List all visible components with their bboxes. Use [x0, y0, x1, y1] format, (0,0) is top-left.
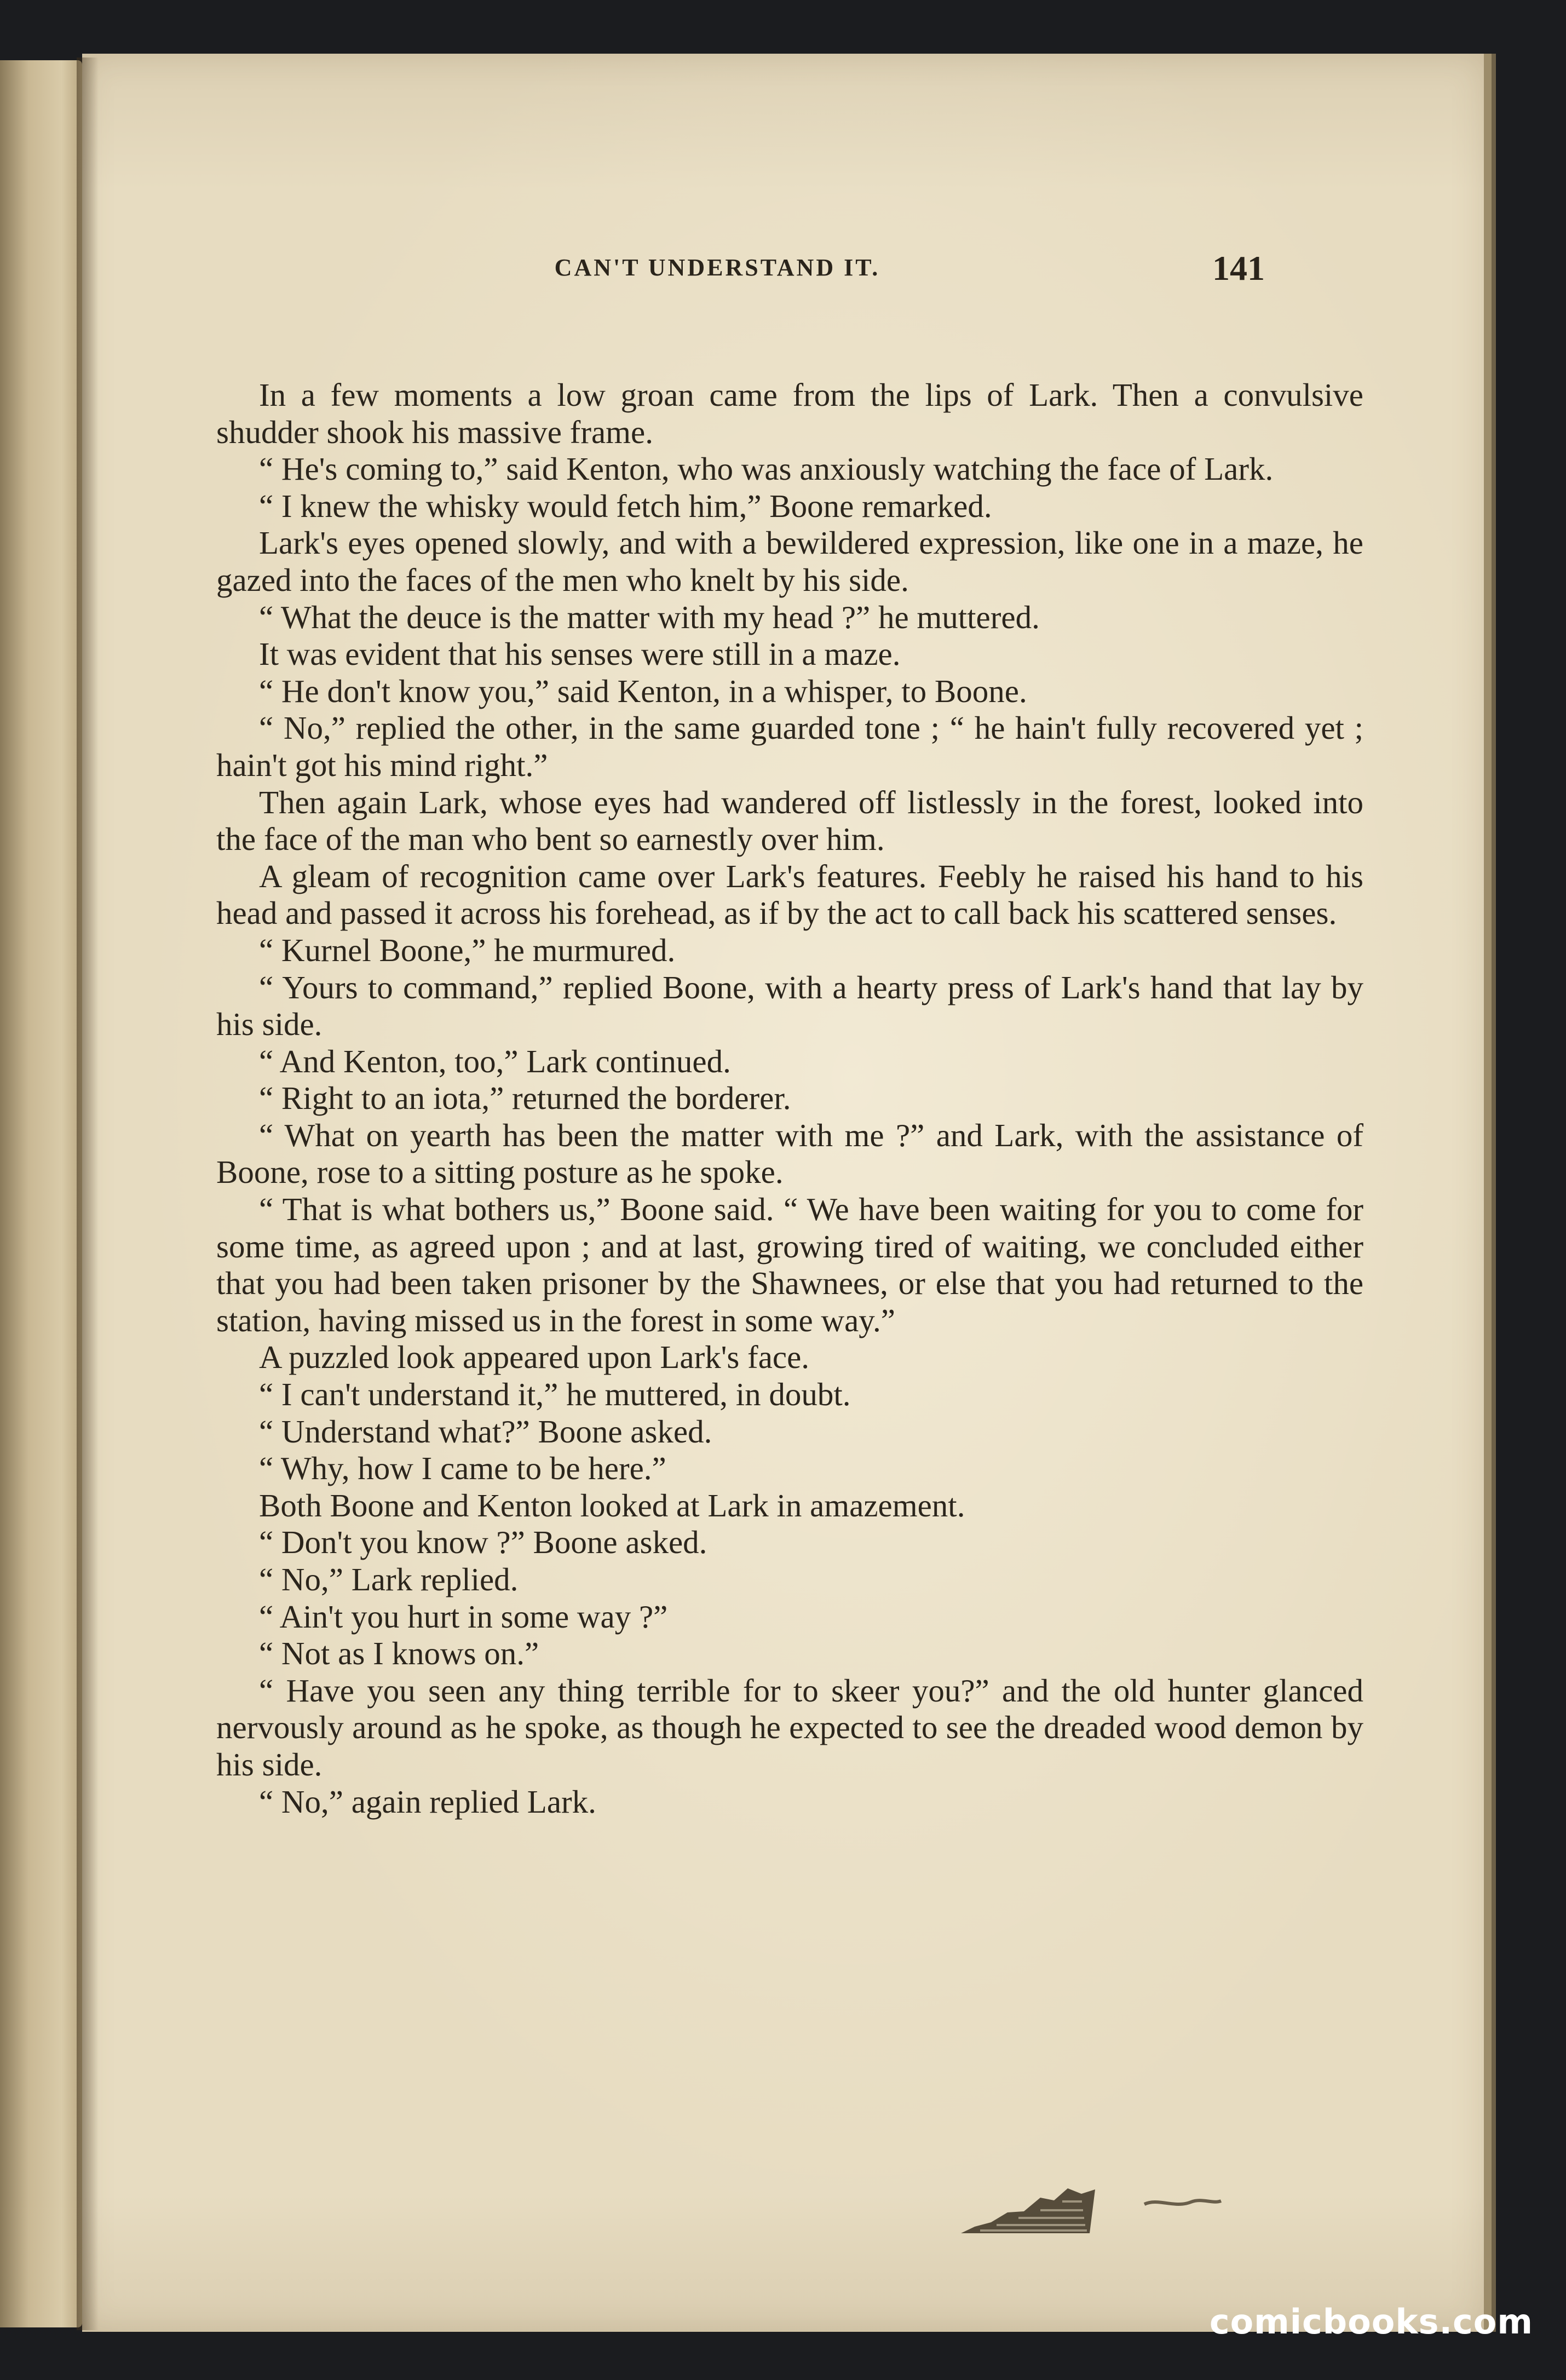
paragraph: “ What on yearth has been the matter with me ?” and Lark, with the assistance of Boone, rose to a sitting posture as he spoke. — [216, 1117, 1363, 1191]
paragraph: “ Understand what?” Boone asked. — [259, 1413, 712, 1450]
paragraph: It was evident that his senses were still in a maze. — [259, 636, 901, 672]
paragraph: A puzzled look appeared upon Lark's face. — [259, 1339, 810, 1376]
gutter-shadow — [77, 58, 99, 2330]
ornament-flourish — [1142, 2192, 1224, 2214]
facing-page-edge — [0, 60, 82, 2327]
paragraph: “ I can't understand it,” he muttered, in doubt. — [259, 1376, 851, 1413]
paragraph: “ No,” replied the other, in the same guarded tone ; “ he hain't fully recovered yet ; hain't got his mind right.” — [216, 710, 1363, 783]
paragraph: “ Ain't you hurt in some way ?” — [259, 1598, 668, 1635]
paragraph: “ I knew the whisky would fetch him,” Boone remarked. — [259, 487, 992, 524]
paragraph: Both Boone and Kenton looked at Lark in amazement. — [259, 1487, 965, 1524]
tailpiece-ornament — [958, 2178, 1101, 2239]
paragraph: “ Not as I knows on.” — [259, 1635, 539, 1672]
paragraph: “ Right to an iota,” returned the borderer. — [259, 1080, 791, 1117]
body-text — [216, 377, 1363, 1820]
paragraph: “ No,” Lark replied. — [259, 1561, 519, 1597]
paragraph: Then again Lark, whose eyes had wandered off listlessly in the forest, looked into the face of the man who bent so earnestly over him. — [216, 784, 1363, 858]
paragraph: “ Yours to command,” replied Boone, with a hearty press of Lark's hand that lay by his side. — [216, 969, 1363, 1043]
paragraph: A gleam of recognition came over Lark's features. Feebly he raised his hand to his head and passed it across his forehead, as if by the act to call back his scattered senses. — [216, 858, 1363, 932]
paragraph: “ That is what bothers us,” Boone said. “ We have been waiting for you to come for some time, as agreed upon ; and at last, growing tired of waiting, we concluded either that you had been taken prisoner by the Shawnees, or else that you had returned to the station, having missed us in the forest in some way.” — [216, 1191, 1363, 1338]
paragraph: “ Why, how I came to be here.” — [259, 1450, 666, 1487]
paragraph: Lark's eyes opened slowly, and with a bewildered expression, like one in a maze, he gazed into the faces of the men who knelt by his side. — [216, 525, 1363, 598]
paragraph: In a few moments a low groan came from the lips of Lark. Then a convulsive shudder shook his massive frame. — [216, 377, 1363, 450]
paragraph: “ What the deuce is the matter with my head ?” he muttered. — [259, 599, 1040, 635]
paragraph: “ And Kenton, too,” Lark continued. — [259, 1043, 731, 1079]
running-title: CAN'T UNDERSTAND IT. — [554, 254, 880, 281]
paragraph: “ Kurnel Boone,” he murmured. — [259, 932, 676, 968]
running-head — [214, 248, 1265, 297]
paragraph: “ He's coming to,” said Kenton, who was anxiously watching the face of Lark. — [259, 451, 1274, 487]
paragraph: “ He don't know you,” said Kenton, in a whisper, to Boone. — [259, 672, 1027, 709]
watermark: comicbooks.com — [1209, 2302, 1533, 2342]
paragraph: “ No,” again replied Lark. — [259, 1783, 596, 1820]
book-page — [82, 54, 1492, 2332]
paragraph: “ Have you seen any thing terrible for to skeer you?” and the old hunter glanced nervously around as he spoke, as though he expected to see the dreaded wood demon by his side. — [216, 1672, 1363, 1783]
page-number: 141 — [1212, 249, 1265, 288]
paragraph: “ Don't you know ?” Boone asked. — [259, 1524, 707, 1561]
